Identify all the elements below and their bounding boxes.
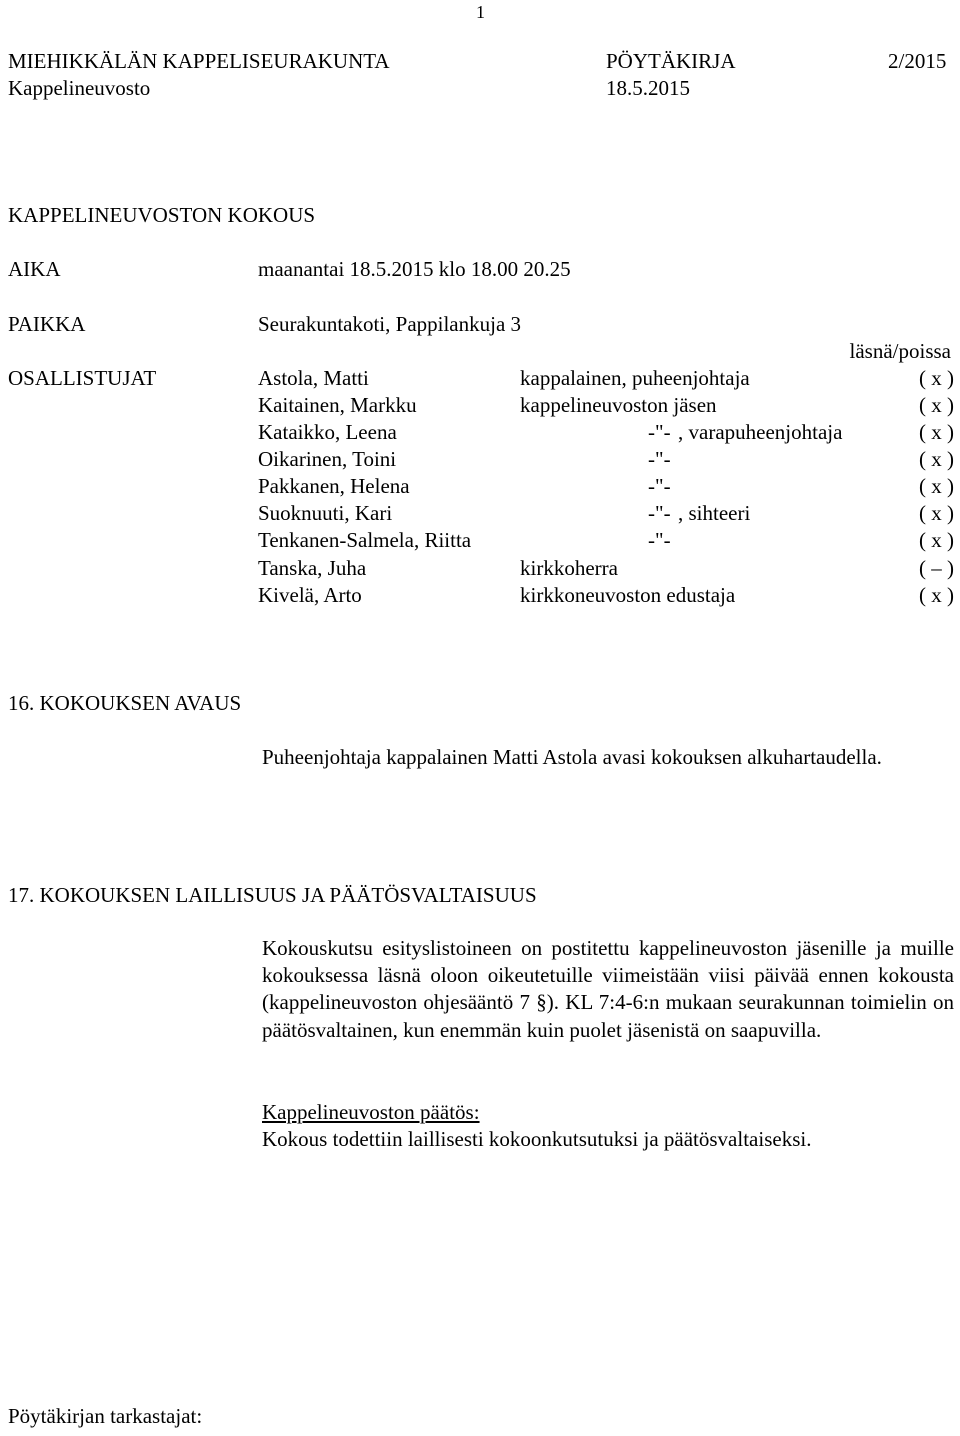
meeting-title: KAPPELINEUVOSTON KOKOUS (8, 203, 316, 227)
member-role: kirkkoneuvoston edustaja (520, 583, 736, 607)
attendance-row (0, 585, 960, 607)
attendance-mark: ( x ) (919, 583, 954, 607)
footer-reviewers-label: Pöytäkirjan tarkastajat: (8, 1404, 203, 1428)
section-title: 17. KOKOUKSEN LAILLISUUS JA PÄÄTÖSVALTAISUUS (8, 883, 537, 907)
attendance-mark: ( x ) (919, 501, 954, 525)
ditto-mark: -"- (648, 420, 671, 444)
member-name: Tenkanen-Salmela, Riitta (258, 528, 472, 552)
attendance-mark: ( – ) (919, 556, 954, 580)
member-name: Tanska, Juha (258, 556, 367, 580)
governing-body: Kappelineuvosto (8, 76, 151, 100)
page-number: 1 (476, 2, 485, 22)
decision-label: Kappelineuvoston päätös: (262, 1100, 480, 1124)
ditto-mark: -"- (648, 528, 671, 552)
attendance-mark: ( x ) (919, 420, 954, 444)
time-label: AIKA (8, 257, 61, 281)
member-role: kappalainen, puheenjohtaja (520, 366, 750, 390)
attendance-row (0, 558, 960, 580)
member-name: Oikarinen, Toini (258, 447, 397, 471)
attendance-mark: ( x ) (919, 528, 954, 552)
attendance-column-header: läsnä/poissa (849, 339, 951, 363)
document-date: 18.5.2015 (606, 76, 690, 100)
attendance-mark: ( x ) (919, 393, 954, 417)
member-name: Suoknuuti, Kari (258, 501, 393, 525)
place-value: Seurakuntakoti, Pappilankuja 3 (258, 312, 522, 336)
section-text: Kokouskutsu esityslistoineen on postitettu kappelineuvoston jäsenille ja muille kokouksessa läsnä oloon oikeutetuille viimeistään viisi päivää ennen kokousta (kappelineuvoston ohjesääntö 7 §). KL 7:4-6:n mukaan seurakunnan toimielin on päätösvaltainen, kun enemmän kuin puolet jäsenistä on saapuvilla. (262, 936, 954, 1042)
member-role: , sihteeri (678, 501, 751, 525)
attendance-mark: ( x ) (919, 366, 954, 390)
member-role: kirkkoherra (520, 556, 618, 580)
member-name: Kaitainen, Markku (258, 393, 417, 417)
member-name: Kivelä, Arto (258, 583, 362, 607)
attendance-row (0, 395, 960, 417)
attendance-row (0, 368, 960, 390)
member-name: Kataikko, Leena (258, 420, 397, 444)
attendance-label: OSALLISTUJAT (8, 366, 157, 390)
document-type: PÖYTÄKIRJA (606, 49, 736, 73)
time-value: maanantai 18.5.2015 klo 18.00 20.25 (258, 257, 571, 281)
document-number: 2/2015 (888, 49, 947, 73)
attendance-row (0, 503, 960, 525)
attendance-mark: ( x ) (919, 474, 954, 498)
decision-text: Kokous todettiin laillisesti kokoonkutsutuksi ja päätösvaltaiseksi. (262, 1127, 812, 1151)
ditto-mark: -"- (648, 474, 671, 498)
member-name: Pakkanen, Helena (258, 474, 410, 498)
ditto-mark: -"- (648, 501, 671, 525)
attendance-row (0, 476, 960, 498)
member-role: kappelineuvoston jäsen (520, 393, 717, 417)
attendance-row (0, 422, 960, 444)
place-label: PAIKKA (8, 312, 86, 336)
attendance-mark: ( x ) (919, 447, 954, 471)
section-title: 16. KOKOUKSEN AVAUS (8, 691, 242, 715)
attendance-row (0, 530, 960, 552)
organization-name: MIEHIKKÄLÄN KAPPELISEURAKUNTA (8, 49, 390, 73)
attendance-row (0, 449, 960, 471)
member-name: Astola, Matti (258, 366, 369, 390)
ditto-mark: -"- (648, 447, 671, 471)
section-text: Puheenjohtaja kappalainen Matti Astola avasi kokouksen alkuhartaudella. (262, 745, 882, 769)
member-role: , varapuheenjohtaja (678, 420, 843, 444)
